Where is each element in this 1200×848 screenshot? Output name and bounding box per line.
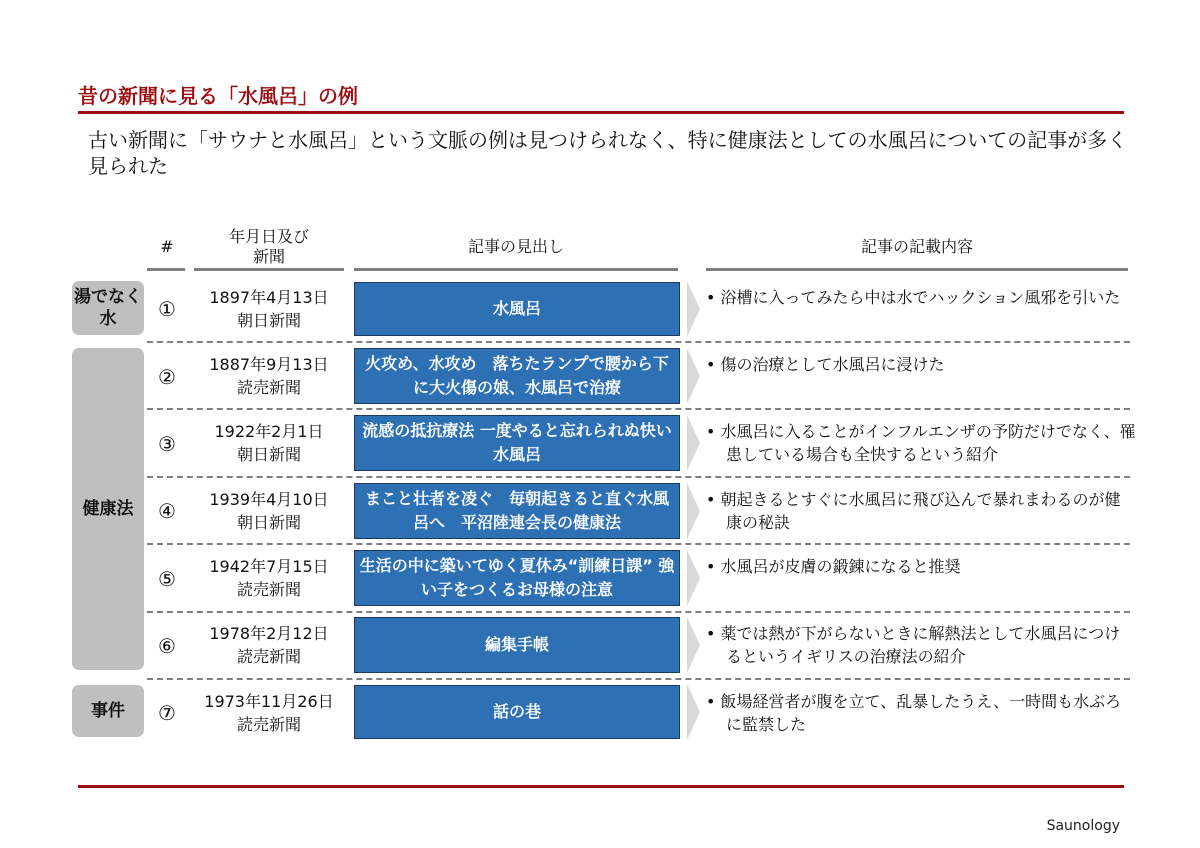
row-content: • 浴槽に入ってみたら中は水でハックション風邪を引いた: [706, 288, 1121, 307]
row-date: 1897年4月13日 朝日新聞: [209, 288, 329, 330]
row-number: ①: [158, 297, 176, 321]
row-date: 1978年2月12日 読売新聞: [209, 624, 329, 666]
header-underline: [194, 268, 344, 271]
category-cold-water: 湯でなく 水: [72, 281, 144, 335]
arrow-right-icon: [687, 684, 700, 740]
row-separator: [147, 678, 1130, 680]
header-underline: [354, 268, 678, 271]
bottom-rule: [78, 785, 1124, 788]
row-separator: [147, 408, 1130, 410]
row-number: ④: [158, 499, 176, 523]
row-headline: 生活の中に築いてゆく夏休み“訓練日課” 強い子をつくるお母様の注意: [354, 550, 680, 606]
row-separator: [147, 611, 1130, 613]
row-number: ②: [158, 365, 176, 389]
footer-brand: Saunology: [1046, 818, 1120, 834]
header-headline: 記事の見出し: [467, 237, 564, 256]
row-content: • 水風呂に入ることがインフルエンザの予防だけでなく、罹患している場合も全快するという紹介: [706, 422, 1136, 464]
header-num: #: [160, 237, 174, 256]
row-headline: まこと壮者を凌ぐ 毎朝起きると直ぐ水風呂へ 平沼陸連会長の健康法: [354, 483, 680, 539]
row-headline: 流感の抵抗療法 一度やると忘れられぬ快い水風呂: [354, 415, 680, 471]
row-date: 1973年11月26日 読売新聞: [204, 692, 334, 734]
row-date: 1942年7月15日 読売新聞: [209, 557, 329, 599]
header-date: 年月日及び 新聞: [228, 227, 309, 266]
row-date: 1887年9月13日 読売新聞: [209, 355, 329, 397]
row-number: ⑦: [158, 701, 176, 725]
row-number: ⑥: [158, 634, 176, 658]
row-content: • 飯場経営者が腹を立て、乱暴したうえ、一時間も水ぶろに監禁した: [706, 692, 1122, 734]
header-underline: [147, 268, 185, 271]
row-headline: 編集手帳: [354, 617, 680, 673]
arrow-right-icon: [687, 281, 700, 337]
slide-title: 昔の新聞に見る「水風呂」の例: [78, 84, 358, 108]
category-health-method: 健康法: [72, 348, 144, 670]
header-content: 記事の記載内容: [860, 237, 973, 256]
row-headline: 話の巷: [354, 685, 680, 739]
arrow-right-icon: [687, 348, 700, 404]
row-content: • 傷の治療として水風呂に浸けた: [706, 355, 945, 374]
row-content: • 朝起きるとすぐに水風呂に飛び込んで暴れまわるのが健康の秘訣: [706, 490, 1121, 532]
row-date: 1939年4月10日 朝日新聞: [209, 490, 329, 532]
row-separator: [147, 476, 1130, 478]
slide-subtitle: 古い新聞に「サウナと水風呂」という文脈の例は見つけられなく、特に健康法としての水風呂についての記事が多く見られた: [88, 128, 1128, 178]
row-separator: [147, 543, 1130, 545]
title-rule: [78, 111, 1124, 114]
header-underline: [706, 268, 1128, 271]
row-headline: 水風呂: [354, 282, 680, 336]
row-separator: [147, 341, 1130, 343]
arrow-right-icon: [687, 483, 700, 539]
row-headline: 火攻め、水攻め 落ちたランプで腰から下に大火傷の娘、水風呂で治療: [354, 348, 680, 404]
row-content: • 薬では熱が下がらないときに解熱法として水風呂につけるというイギリスの治療法の紹介: [706, 624, 1121, 666]
row-date: 1922年2月1日 朝日新聞: [214, 422, 324, 464]
row-number: ⑤: [158, 567, 176, 591]
row-number: ③: [158, 432, 176, 456]
arrow-right-icon: [687, 617, 700, 673]
arrow-right-icon: [687, 550, 700, 606]
arrow-right-icon: [687, 415, 700, 471]
row-content: • 水風呂が皮膚の鍛錬になると推奨: [706, 557, 961, 576]
category-incident: 事件: [72, 685, 144, 737]
